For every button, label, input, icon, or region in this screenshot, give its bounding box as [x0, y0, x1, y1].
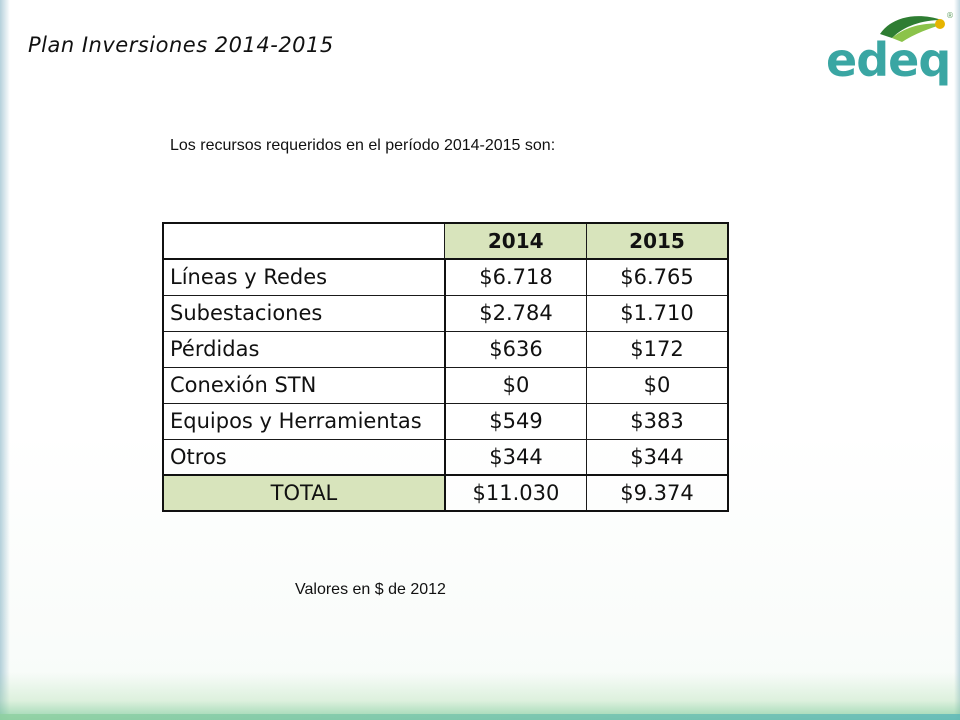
value-2015: $172	[587, 331, 728, 367]
slide-title: Plan Inversiones 2014-2015	[28, 33, 334, 57]
header-blank-cell	[163, 223, 445, 259]
total-label: TOTAL	[163, 475, 445, 511]
row-label: Subestaciones	[163, 295, 445, 331]
table-row	[163, 367, 728, 403]
table-row	[163, 331, 728, 367]
bottom-edge-line	[0, 714, 960, 720]
value-2014: $2.784	[445, 295, 587, 331]
value-2014: $344	[445, 439, 587, 475]
table-header-row	[163, 223, 728, 259]
edeq-logo	[822, 8, 952, 96]
table-row	[163, 439, 728, 475]
value-2015: $0	[587, 367, 728, 403]
total-2014: $11.030	[445, 475, 587, 511]
value-2014: $0	[445, 367, 587, 403]
value-2014: $549	[445, 403, 587, 439]
value-2015: $1.710	[587, 295, 728, 331]
total-row	[163, 475, 728, 511]
bottom-gradient-decoration	[0, 672, 960, 720]
row-label: Otros	[163, 439, 445, 475]
row-label: Pérdidas	[163, 331, 445, 367]
value-2015: $383	[587, 403, 728, 439]
values-note: Valores en $ de 2012	[295, 581, 446, 598]
slide-subtitle: Los recursos requeridos en el período 2014-2015 son:	[170, 137, 556, 154]
row-label: Conexión STN	[163, 367, 445, 403]
table-row	[163, 403, 728, 439]
row-label: Líneas y Redes	[163, 259, 445, 295]
value-2014: $636	[445, 331, 587, 367]
value-2014: $6.718	[445, 259, 587, 295]
left-edge-decoration	[0, 0, 10, 720]
table-row	[163, 295, 728, 331]
header-2014: 2014	[445, 223, 587, 259]
registered-mark: ®	[946, 11, 954, 20]
row-label: Equipos y Herramientas	[163, 403, 445, 439]
value-2015: $344	[587, 439, 728, 475]
value-2015: $6.765	[587, 259, 728, 295]
investment-table	[162, 222, 729, 512]
header-2015: 2015	[587, 223, 728, 259]
right-edge-decoration	[954, 0, 960, 720]
table-row	[163, 259, 728, 295]
logo-wordmark: edeq	[826, 33, 951, 87]
total-2015: $9.374	[587, 475, 728, 511]
